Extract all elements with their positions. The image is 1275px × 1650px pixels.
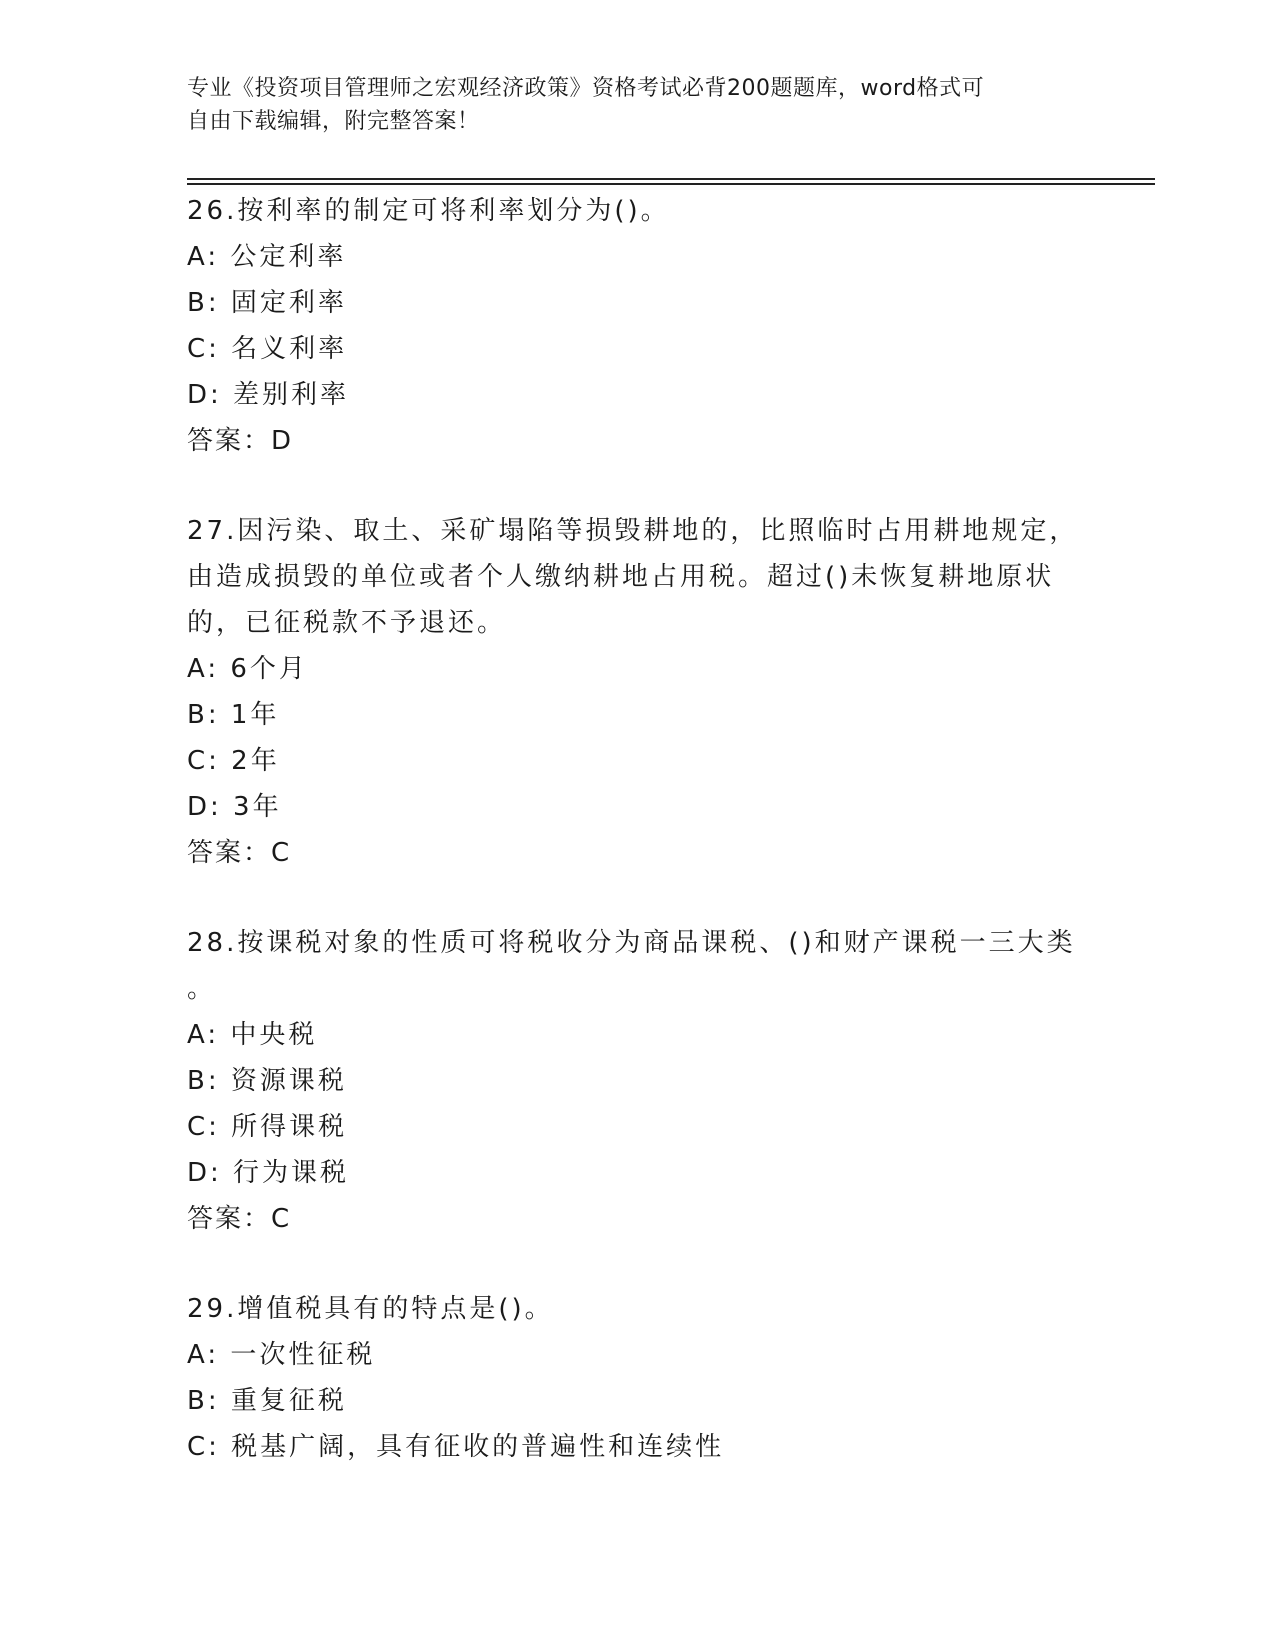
question-text xyxy=(187,188,1087,234)
questions-list xyxy=(187,188,1087,1470)
question-line: 的，已征税款不予退还。 xyxy=(187,608,507,638)
answer: 答案：C xyxy=(187,1204,292,1234)
question-line: 。 xyxy=(187,974,217,1004)
option-a: A: 中央税 xyxy=(187,1020,318,1050)
option-b: B: 1年 xyxy=(187,700,280,730)
option-a: A: 6个月 xyxy=(187,654,308,684)
question-text xyxy=(187,508,1087,646)
option-c: C: 名义利率 xyxy=(187,334,348,364)
question-line: 由造成损毁的单位或者个人缴纳耕地占用税。超过()未恢复耕地原状 xyxy=(187,562,1055,592)
question-line: 29.增值税具有的特点是()。 xyxy=(187,1294,554,1324)
option-d: D: 3年 xyxy=(187,792,282,822)
option-b: B: 资源课税 xyxy=(187,1066,347,1096)
option-d: D: 差别利率 xyxy=(187,380,350,410)
question-text xyxy=(187,920,1087,1012)
option-c: C: 2年 xyxy=(187,746,280,776)
option-a: A: 一次性征税 xyxy=(187,1340,376,1370)
option-c: C: 所得课税 xyxy=(187,1112,348,1142)
question-28 xyxy=(187,920,1087,1242)
header-line-2: 自由下载编辑，附完整答案！ xyxy=(187,109,480,134)
question-27 xyxy=(187,508,1087,876)
header-divider-top xyxy=(187,178,1155,180)
spacer xyxy=(187,876,1087,920)
question-line: 26.按利率的制定可将利率划分为()。 xyxy=(187,196,670,226)
answer: 答案：C xyxy=(187,838,292,868)
answer: 答案：D xyxy=(187,426,294,456)
option-d: D: 行为课税 xyxy=(187,1158,350,1188)
question-29 xyxy=(187,1286,1087,1470)
spacer xyxy=(187,464,1087,508)
question-line: 27.因污染、取土、采矿塌陷等损毁耕地的，比照临时占用耕地规定， xyxy=(187,516,1079,546)
question-26 xyxy=(187,188,1087,464)
question-text xyxy=(187,1286,1087,1332)
question-line: 28.按课税对象的性质可将税收分为商品课税、()和财产课税一三大类 xyxy=(187,928,1076,958)
option-b: B: 重复征税 xyxy=(187,1386,347,1416)
option-a: A: 公定利率 xyxy=(187,242,347,272)
spacer xyxy=(187,1242,1087,1286)
header-line-1: 专业《投资项目管理师之宏观经济政策》资格考试必背200题题库，word格式可 xyxy=(187,76,985,101)
document-header xyxy=(187,72,1067,138)
header-divider-bottom xyxy=(187,183,1155,185)
option-c: C: 税基广阔，具有征收的普遍性和连续性 xyxy=(187,1432,725,1462)
option-b: B: 固定利率 xyxy=(187,288,347,318)
